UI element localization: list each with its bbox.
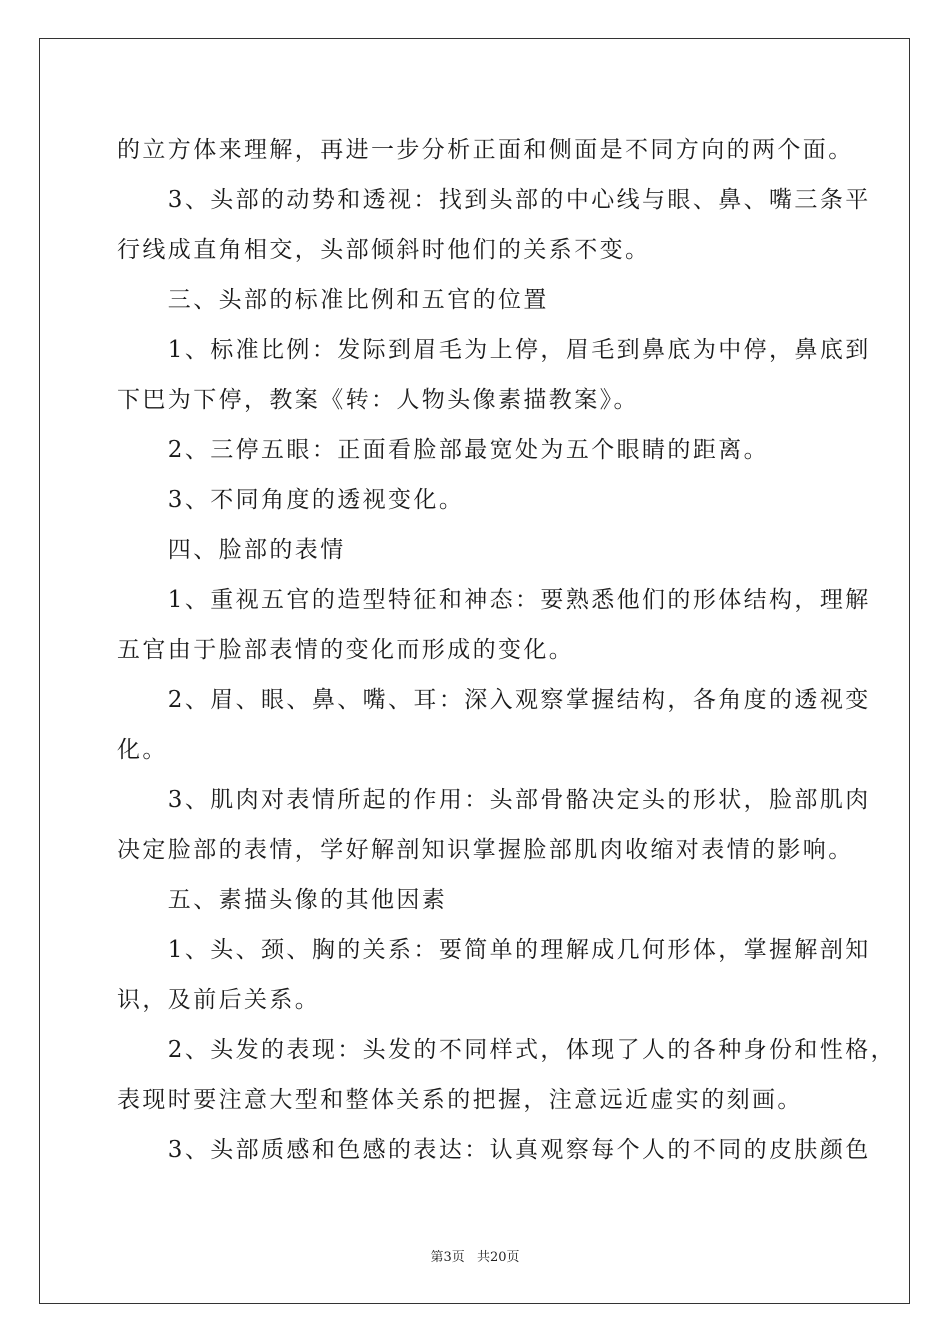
section-heading: 四、脸部的表情 xyxy=(117,537,346,563)
page-footer xyxy=(0,1246,950,1265)
total-pages: 共20页 xyxy=(476,1250,520,1265)
text-line: 五官由于脸部表情的变化而形成的变化。 xyxy=(117,637,575,663)
text-line: 2、头发的表现：头发的不同样式，体现了人的各种身份和性格， xyxy=(117,1037,897,1063)
page-number: 第3页 xyxy=(430,1250,465,1265)
text-line: 表现时要注意大型和整体关系的把握，注意远近虚实的刻画。 xyxy=(117,1087,803,1113)
section-heading: 五、素描头像的其他因素 xyxy=(117,887,448,913)
text-line: 3、头部的动势和透视：找到头部的中心线与眼、鼻、嘴三条平 xyxy=(117,187,871,213)
text-line: 2、眉、眼、鼻、嘴、耳：深入观察掌握结构，各角度的透视变 xyxy=(117,687,871,713)
text-line: 行线成直角相交，头部倾斜时他们的关系不变。 xyxy=(117,237,651,263)
text-line: 3、肌肉对表情所起的作用：头部骨骼决定头的形状，脸部肌肉 xyxy=(117,787,871,813)
document-body xyxy=(117,125,897,1175)
text-line: 3、不同角度的透视变化。 xyxy=(117,487,465,513)
text-line: 化。 xyxy=(117,737,168,763)
text-line: 下巴为下停，教案《转：人物头像素描教案》。 xyxy=(117,387,639,413)
section-heading: 三、头部的标准比例和五官的位置 xyxy=(117,287,549,313)
text-line: 2、三停五眼：正面看脸部最宽处为五个眼睛的距离。 xyxy=(117,437,770,463)
text-line: 1、标准比例：发际到眉毛为上停，眉毛到鼻底为中停，鼻底到 xyxy=(117,337,871,363)
text-line: 1、重视五官的造型特征和神态：要熟悉他们的形体结构，理解 xyxy=(117,587,871,613)
text-line: 的立方体来理解，再进一步分析正面和侧面是不同方向的两个面。 xyxy=(117,137,854,163)
text-line: 1、头、颈、胸的关系：要简单的理解成几何形体，掌握解剖知 xyxy=(117,937,871,963)
text-line: 识，及前后关系。 xyxy=(117,987,321,1013)
text-line: 3、头部质感和色感的表达：认真观察每个人的不同的皮肤颜色 xyxy=(117,1137,871,1163)
text-line: 决定脸部的表情，学好解剖知识掌握脸部肌肉收缩对表情的影响。 xyxy=(117,837,854,863)
